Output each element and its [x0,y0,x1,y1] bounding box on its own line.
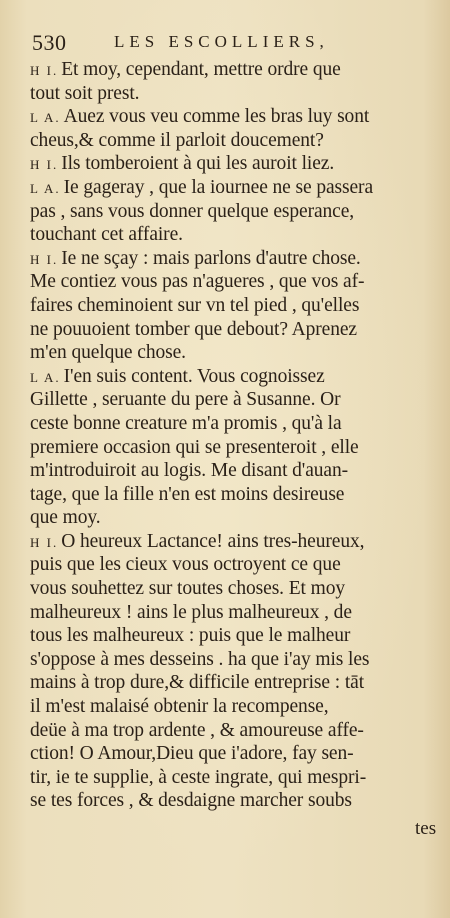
line-text: Ie gageray , que la iournee ne se passera [63,176,374,198]
line-text: O heureux Lactance! ains tres-heureux, [61,530,365,552]
text-line [30,436,432,460]
speaker-label: H I. [30,63,59,78]
text-line [30,58,432,82]
line-text: m'en quelque chose. [30,342,186,364]
text-line [30,412,432,436]
line-text: touchant cet affaire. [30,224,183,246]
text-line [30,766,432,790]
line-text: tir, ie te supplie, à ceste ingrate, qui mespri- [30,766,367,788]
text-line [30,553,432,577]
line-text: s'oppose à mes desseins . ha que i'ay mis les [30,648,370,670]
line-text: faires cheminoient sur vn tel pied , qu'elles [30,294,360,316]
text-line [30,318,432,342]
line-text: tage, que la fille n'en est moins desireuse [30,483,345,505]
page-header [32,30,420,56]
line-text: tout soit prest. [30,82,140,104]
line-text: deüe à ma trop ardente , & amoureuse affe- [30,719,364,741]
dialogue-text [30,58,432,813]
line-text: pas , sans vous donner quelque esperance, [30,200,355,222]
text-line [30,176,432,200]
page-number: 530 [32,30,67,55]
text-line [30,388,432,412]
text-line [30,624,432,648]
text-line [30,129,432,153]
text-line [30,82,432,106]
text-line [30,789,432,813]
text-line [30,648,432,672]
line-text: ceste bonne creature m'a promis , qu'à la [30,412,342,434]
text-line [30,152,432,176]
text-line [30,506,432,530]
line-text: I'en suis content. Vous cognoissez [63,365,325,387]
line-text: mains à trop dure,& difficile entreprise : tāt [30,672,365,694]
text-line [30,105,432,129]
line-text: Me contiez vous pas n'agueres , que vos af- [30,271,365,293]
text-line [30,365,432,389]
text-line [30,341,432,365]
speaker-label: L A. [30,369,61,385]
text-line [30,671,432,695]
line-text: ne pouuoient tomber que debout? Aprenez [30,318,357,340]
text-line [30,459,432,483]
line-text: que moy. [30,507,101,529]
line-text: cheus,& comme il parloit doucement? [30,129,324,151]
text-line [30,247,432,271]
text-line [30,270,432,294]
speaker-label: L A. [30,180,61,196]
catchword: tes [415,818,437,839]
line-text: Ie ne sçay : mais parlons d'autre chose. [61,247,361,269]
text-line [30,742,432,766]
line-text: m'introduiroit au logis. Me disant d'auan- [30,460,349,482]
text-line [30,294,432,318]
running-title: LES ESCOLLIERS, [114,32,329,51]
speaker-label: H I. [30,157,59,173]
speaker-label: L A. [30,110,61,126]
speaker-label: H I. [30,251,59,267]
text-line [30,577,432,601]
speaker-label: H I. [30,534,59,550]
line-text: il m'est malaisé obtenir la recompense, [30,696,329,718]
line-text: tous les malheureux : puis que le malheur [30,625,351,647]
line-text: Et moy, cependant, mettre ordre que [61,59,341,80]
line-text: puis que les cieux vous octroyent ce que [30,554,341,576]
line-text: ction! O Amour,Dieu que i'adore, fay sen- [30,743,354,765]
line-text: Ils tomberoient à qui les auroit liez. [61,153,335,175]
line-text: Auez vous veu comme les bras luy sont [63,106,370,128]
text-line [30,601,432,625]
line-text: premiere occasion qui se presenteroit , elle [30,436,359,458]
text-line [30,719,432,743]
text-line [30,223,432,247]
line-text: vous souhettez sur toutes choses. Et moy [30,578,345,600]
line-text: Gillette , seruante du pere à Susanne. Or [30,389,341,411]
text-line [30,483,432,507]
text-line [30,530,432,554]
text-line [30,200,432,224]
text-line [30,695,432,719]
line-text: malheureux ! ains le plus malheureux , de [30,601,352,623]
line-text: se tes forces , & desdaigne marcher soubs [30,790,352,812]
